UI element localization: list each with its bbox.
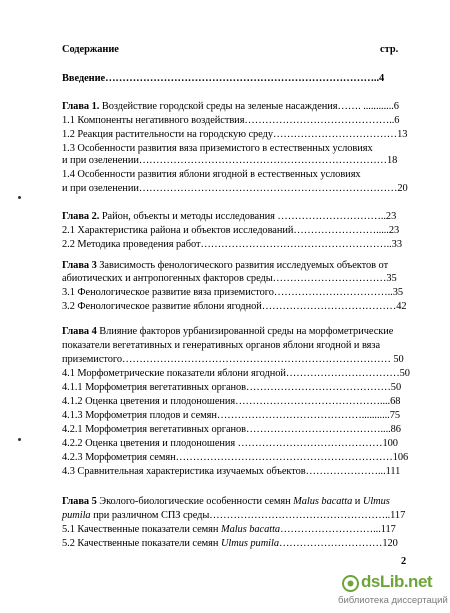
toc-chapter-label: Глава 4 <box>62 326 97 337</box>
margin-speck <box>18 196 21 199</box>
toc-entry-part: и <box>352 496 363 507</box>
toc-entry: приземистого…………………………………………………………………… 50 <box>62 354 404 365</box>
toc-entry-part: pumila <box>62 510 91 521</box>
toc-entry <box>62 101 399 113</box>
toc-entry-rest: Район, объекты и методы исследования …………………………..23 <box>99 211 397 222</box>
watermark-logo <box>338 572 448 612</box>
toc-entry: абиотических и антропогенных факторов среды……………………………35 <box>62 273 397 284</box>
toc-entry: и при озеленении…………………………………………………………………20 <box>62 183 408 194</box>
toc-entry-part: Эколого-биологические особенности семян <box>96 496 294 507</box>
toc-entry <box>62 260 388 272</box>
toc-entry-rest: Влияние факторов урбанизированной среды на морфометрические <box>96 326 394 337</box>
toc-entry: 4.2.2 Оценка цветения и плодоношения ……………………………………100 <box>62 438 398 449</box>
toc-entry: 1.2 Реакция растительности на городскую среду………………………………13 <box>62 129 408 140</box>
toc-entry-rest: Зависимость фенологического развития исследуемых объектов от <box>96 260 389 271</box>
page-number: 2 <box>401 556 407 567</box>
toc-entry: 2.1 Характеристика района и объектов исследований…………………….....23 <box>62 225 400 236</box>
toc-entry-part: 5.1 Качественные показатели семян <box>62 524 221 535</box>
toc-entry-rest: Воздействие городской среды на зеленые насаждения……. ............6 <box>99 101 399 112</box>
toc-entry: 1.1 Компоненты негативного воздействия……………………………………..6 <box>62 115 400 126</box>
toc-chapter-label: Глава 3 <box>62 260 97 271</box>
toc-entry: Введение……………………………………………………………………..4 <box>62 73 385 84</box>
toc-entry-part: Malus bacatta <box>220 524 281 535</box>
margin-speck <box>18 438 21 441</box>
dslib-logo-icon <box>342 575 359 592</box>
toc-entry: 2.2 Методика проведения работ………………………………………………..33 <box>62 239 402 250</box>
toc-entry-part: …………………………120 <box>278 538 398 549</box>
toc-heading: Содержание <box>62 44 119 55</box>
toc-entry: 4.3 Сравнительная характеристика изучаемых объектов…………………...111 <box>62 466 401 477</box>
toc-entry: 1.4 Особенности развития яблони ягодной в естественных условиях <box>62 169 361 180</box>
toc-entry-part: Malus bacatta <box>293 496 353 507</box>
toc-entry-part: Ulmus pumila <box>220 538 279 549</box>
toc-entry: 4.2.1 Морфометрия вегетативных органов…………………………………....86 <box>62 424 401 435</box>
toc-entry-part: Глава 5 <box>62 496 97 507</box>
toc-entry-part: при различном СПЗ среды……………………………………………..117 <box>90 510 406 521</box>
toc-entry: показатели вегетативных и генеративных органов яблони ягодной и вяза <box>62 340 381 351</box>
toc-entry: и при озеленении………………………………………………………………18 <box>62 155 398 166</box>
toc-entry: 4.1.3 Морфометрия плодов и семян……………………………………...........75 <box>62 410 401 421</box>
toc-entry-part: 5.2 Качественные показатели семян <box>62 538 221 549</box>
toc-entry: 1.3 Особенности развития вяза приземистого в естественных условиях <box>62 143 373 154</box>
toc-entry: 3.1 Фенологическое развитие вяза приземистого……………………………..35 <box>62 287 404 298</box>
toc-entry: 4.2.3 Морфометрия семян………………………………………………………106 <box>62 452 409 463</box>
toc-entry <box>62 524 396 536</box>
toc-entry-part: Ulmus <box>362 496 390 507</box>
page-column-label: стр. <box>380 44 399 55</box>
toc-entry: 4.1 Морфометрические показатели яблони ягодной……………………………50 <box>62 368 410 379</box>
watermark-tagline: библиотека диссертаций <box>338 595 448 606</box>
toc-chapter-label: Глава 2. <box>62 211 100 222</box>
toc-entry <box>62 211 396 223</box>
toc-entry <box>62 538 398 550</box>
toc-entry: 4.1.2 Оценка цветения и плодоношения……………………………………....68 <box>62 396 401 407</box>
toc-entry: 4.1.1 Морфометрия вегетативных органов……………………………………50 <box>62 382 402 393</box>
toc-entry: 3.2 Фенологическое развитие яблони ягодной…………………………………42 <box>62 301 407 312</box>
watermark-brand: dsLib.net <box>361 572 433 591</box>
toc-entry <box>62 496 390 508</box>
toc-chapter-label: Глава 1. <box>62 101 100 112</box>
toc-entry <box>62 326 393 338</box>
toc-entry <box>62 510 405 522</box>
toc-entry-part: ………………………...117 <box>280 524 396 535</box>
